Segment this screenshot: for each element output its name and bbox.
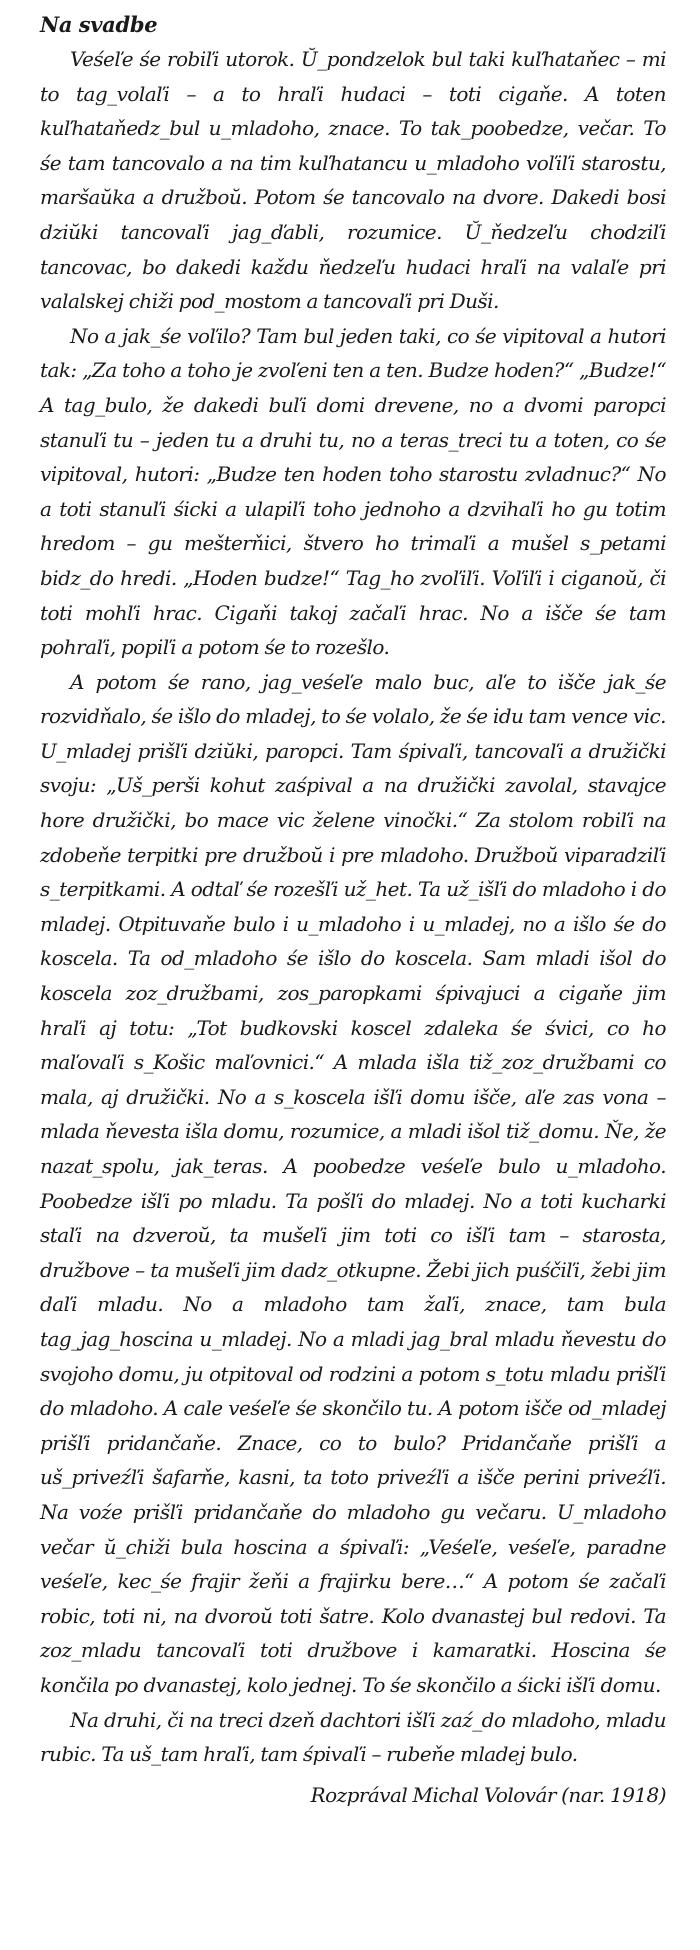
document-page (40, 8, 666, 1812)
document-title: Na svadbe (40, 12, 158, 37)
paragraph-4: Na druhi, či na treci dzeň dachtori išľi zaź_do mladoho, mladu rubic. Ta uš_tam hraľi, tam śpivaľi – rubeňe mladej bulo. (40, 1707, 666, 1767)
paragraph-1: Veśeľe śe robiľi utorok. Ŭ_pondzelok bul taki kuľhataňec – mi to tag_volaľi – a to hraľi hudaci – toti cigaňe. A toten kuľhataňedz_bul u_mladoho, znace. To tak_poobedze, večar. To śe tam tancovalo a na tim kuľhatancu u_mladoho voľiľi starostu, maršaŭka a družboŭ. Potom śe tancovalo na dvore. Dakedi bosi dziŭki tancovaľi jag_ďabli, rozumice. Ŭ_ňedzeľu chodziľi tancovac, bo dakedi každu ňedzeľu hudaci hraľi na valaľe pri valalskej chiži pod_mostom a tancovaľi pri Duši. (40, 47, 666, 314)
paragraph-3: A potom śe rano, jag_veśeľe malo buc, aľe to išče jak_śe rozvidňalo, śe išlo do mladej, to śe volalo, že śe idu tam vence vic. U_mladej prišľi dziŭki, paropci. Tam śpivaľi, tancovaľi a družički svoju: „Uš_perši kohut zaśpival a na družički zavolal, stavajce hore družički, bo mace vic želene vinočki.“ Za stolom robiľi na zdobeňe terpitki pre družboŭ i pre mladoho. Družboŭ viparadziľi s_terpitkami. A odtaľ śe rozešľi už_het. Ta už_išľi do mladoho i do mladej. Otpituvaňe bulo i u_mladoho i u_mladej, no a išlo śe do koscela. Ta od_mladoho śe išlo do koscela. Sam mladi išol do koscela zoz_družbami, zos_paropkami śpivajuci a cigaňe jim hraľi aj totu: „Tot budkovski koscel zdaleka śe śvici, co ho maľovaľi s_Košic maľovnici.“ A mlada išla tiž_zoz_družbami co mala, aj družički. No a s_koscela išľi domu išče, aľe zas vona – mlada ňevesta išla domu, rozumice, a mladi išol tiž_domu. Ňe, že nazat_spolu, jak_teras. A poobedze veśeľe bulo u_mladoho. Poobedze išľi po mladu. Ta pošľi do mladej. No a toti kucharki staľi na dzveroŭ, ta mušeľi jim toti co išľi tam – starosta, družbove – ta mušeľi jim dadz_otkupne. Žebi jich puśčiľi, žebi jim daľi mladu. No a mladoho tam žaľi, znace, tam bula tag_jag_hoscina u_mladej. No a mladi jag_bral mladu ňevestu do svojoho domu, ju otpitoval od rodzini a potom s_totu mladu prišľi do mladoho. A cale veśeľe śe skončilo tu. A potom išče od_mladej prišľi pridančaňe. Znace, co to bulo? Pridančaňe prišľi a uš_priveźľi šafarňe, kasni, ta toto priveźľi a išče perini priveźľi. Na voźe prišľi pridančaňe do mladoho gu večaru. U_mladoho večar ŭ_chiži bula hoscina a śpivaľi: „Veśeľe, veśeľe, paradne veśeľe, kec_śe frajir žeňi a frajirku bere…“ A potom śe začaľi robic, toti ni, na dvoroŭ toti šatre. Kolo dvanastej bul redovi. Ta zoz_mladu tancovaľi toti družbove i kamaratki. Hoscina śe končila po dvanastej, kolo jednej. To śe skončilo a śicki išľi domu. (40, 669, 666, 1697)
attribution: Rozprával Michal Volovár (nar. 1918) (310, 1782, 666, 1807)
paragraph-2: No a jak_śe voľilo? Tam bul jeden taki, co śe vipitoval a hutori tak: „Za toho a toho je zvoľeni ten a ten. Budze hoden?“ „Budze!“ A tag_bulo, že dakedi buľi domi drevene, no a dvomi paropci stanuľi tu – jeden tu a druhi tu, no a teras_treci tu a toten, co śe vipitoval, hutori: „Budze ten hoden toho starostu zvladnuc?“ No a toti stanuľi śicki a ulapiľi toho jednoho a dzvihaľi ho gu totim hredom – gu mešterňici, štvero ho trimaľi a mušel s_petami bidz_do hredi. „Hoden budze!“ Tag_ho zvoľiľi. Voľiľi i ciganoŭ, či toti mohľi hrac. Cigaňi takoj začaľi hrac. No a išče śe tam pohraľi, popiľi a potom śe to rozešlo. (40, 323, 666, 660)
